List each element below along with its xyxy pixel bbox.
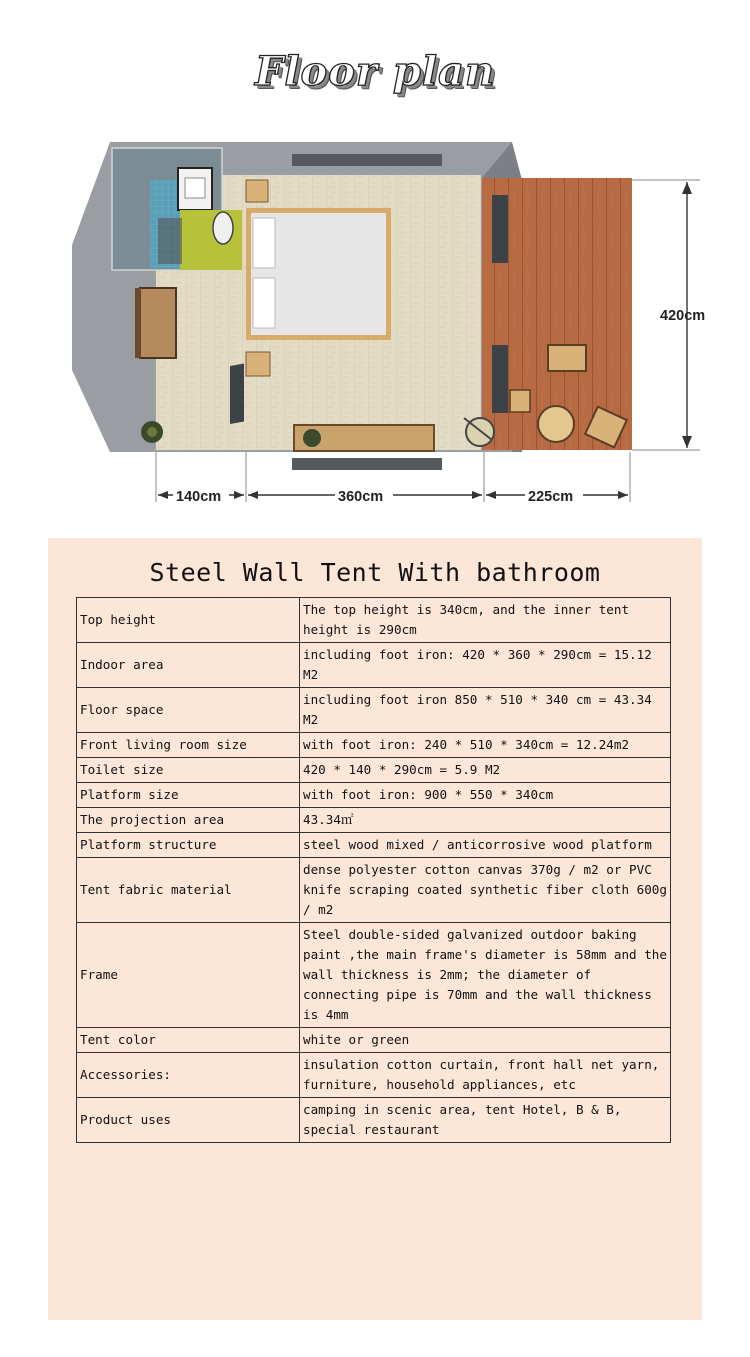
spec-value: camping in scenic area, tent Hotel, B & B, special restaurant [300, 1098, 671, 1143]
spec-key: Front living room size [77, 733, 300, 758]
spec-row [77, 1053, 671, 1098]
spec-row [77, 923, 671, 1028]
dim-deck-width: 225cm [528, 489, 574, 505]
spec-row [77, 688, 671, 733]
spec-key: Tent fabric material [77, 858, 300, 923]
page-title: Floor plan [254, 48, 496, 95]
spec-value: 43.34㎡ [300, 808, 671, 833]
spec-title: Steel Wall Tent With bathroom [149, 558, 601, 587]
spec-key: Indoor area [77, 643, 300, 688]
spec-row [77, 783, 671, 808]
spec-table [76, 597, 671, 1143]
spec-key: Toilet size [77, 758, 300, 783]
spec-row [77, 833, 671, 858]
spec-row [77, 733, 671, 758]
spec-panel [48, 538, 702, 1320]
spec-value: with foot iron: 240 * 510 * 340cm = 12.24m2 [300, 733, 671, 758]
window-left [230, 364, 244, 424]
spec-row [77, 758, 671, 783]
window-bottom [292, 458, 442, 470]
spec-row [77, 643, 671, 688]
bench [140, 288, 176, 358]
window-door [492, 195, 508, 263]
spec-row [77, 858, 671, 923]
spec-row [77, 808, 671, 833]
spec-value: including foot iron 850 * 510 * 340 cm = 43.34 M2 [300, 688, 671, 733]
spec-key: Tent color [77, 1028, 300, 1053]
spec-key: Platform size [77, 783, 300, 808]
spec-value: dense polyester cotton canvas 370g / m2 or PVC knife scraping coated synthetic fiber cloth 600g / m2 [300, 858, 671, 923]
spec-value: insulation cotton curtain, front hall net yarn, furniture, household appliances, etc [300, 1053, 671, 1098]
floor-plan-diagram [60, 140, 740, 510]
spec-row [77, 1098, 671, 1143]
spec-value: 420 * 140 * 290cm = 5.9 M2 [300, 758, 671, 783]
spec-value: white or green [300, 1028, 671, 1053]
nightstand-top [246, 180, 268, 202]
spec-key: Product uses [77, 1098, 300, 1143]
nightstand-bottom [246, 352, 270, 376]
spec-key: Frame [77, 923, 300, 1028]
dim-room-width: 360cm [338, 489, 384, 505]
dim-height: 420cm [660, 308, 706, 324]
spec-row [77, 1028, 671, 1053]
dim-bathroom-width: 140cm [176, 489, 222, 505]
deck-chair-1 [548, 345, 586, 371]
spec-key: Top height [77, 598, 300, 643]
spec-value: with foot iron: 900 * 550 * 340cm [300, 783, 671, 808]
spec-key: Accessories: [77, 1053, 300, 1098]
deck-chair-2 [510, 390, 530, 412]
spec-key: Floor space [77, 688, 300, 733]
spec-value: including foot iron: 420 * 360 * 290cm = 15.12 M2 [300, 643, 671, 688]
deck-table [538, 406, 574, 442]
spec-row [77, 598, 671, 643]
spec-value: Steel double-sided galvanized outdoor baking paint ,the main frame's diameter is 58mm and the wall thickness is 2mm; the diameter of connecting pipe is 70mm and the wall thickness is 4mm [300, 923, 671, 1028]
spec-key: Platform structure [77, 833, 300, 858]
spec-value: The top height is 340cm, and the inner tent height is 290cm [300, 598, 671, 643]
bathroom-partition [180, 210, 242, 270]
spec-value: steel wood mixed / anticorrosive wood platform [300, 833, 671, 858]
window-top [292, 154, 442, 166]
spec-key: The projection area [77, 808, 300, 833]
